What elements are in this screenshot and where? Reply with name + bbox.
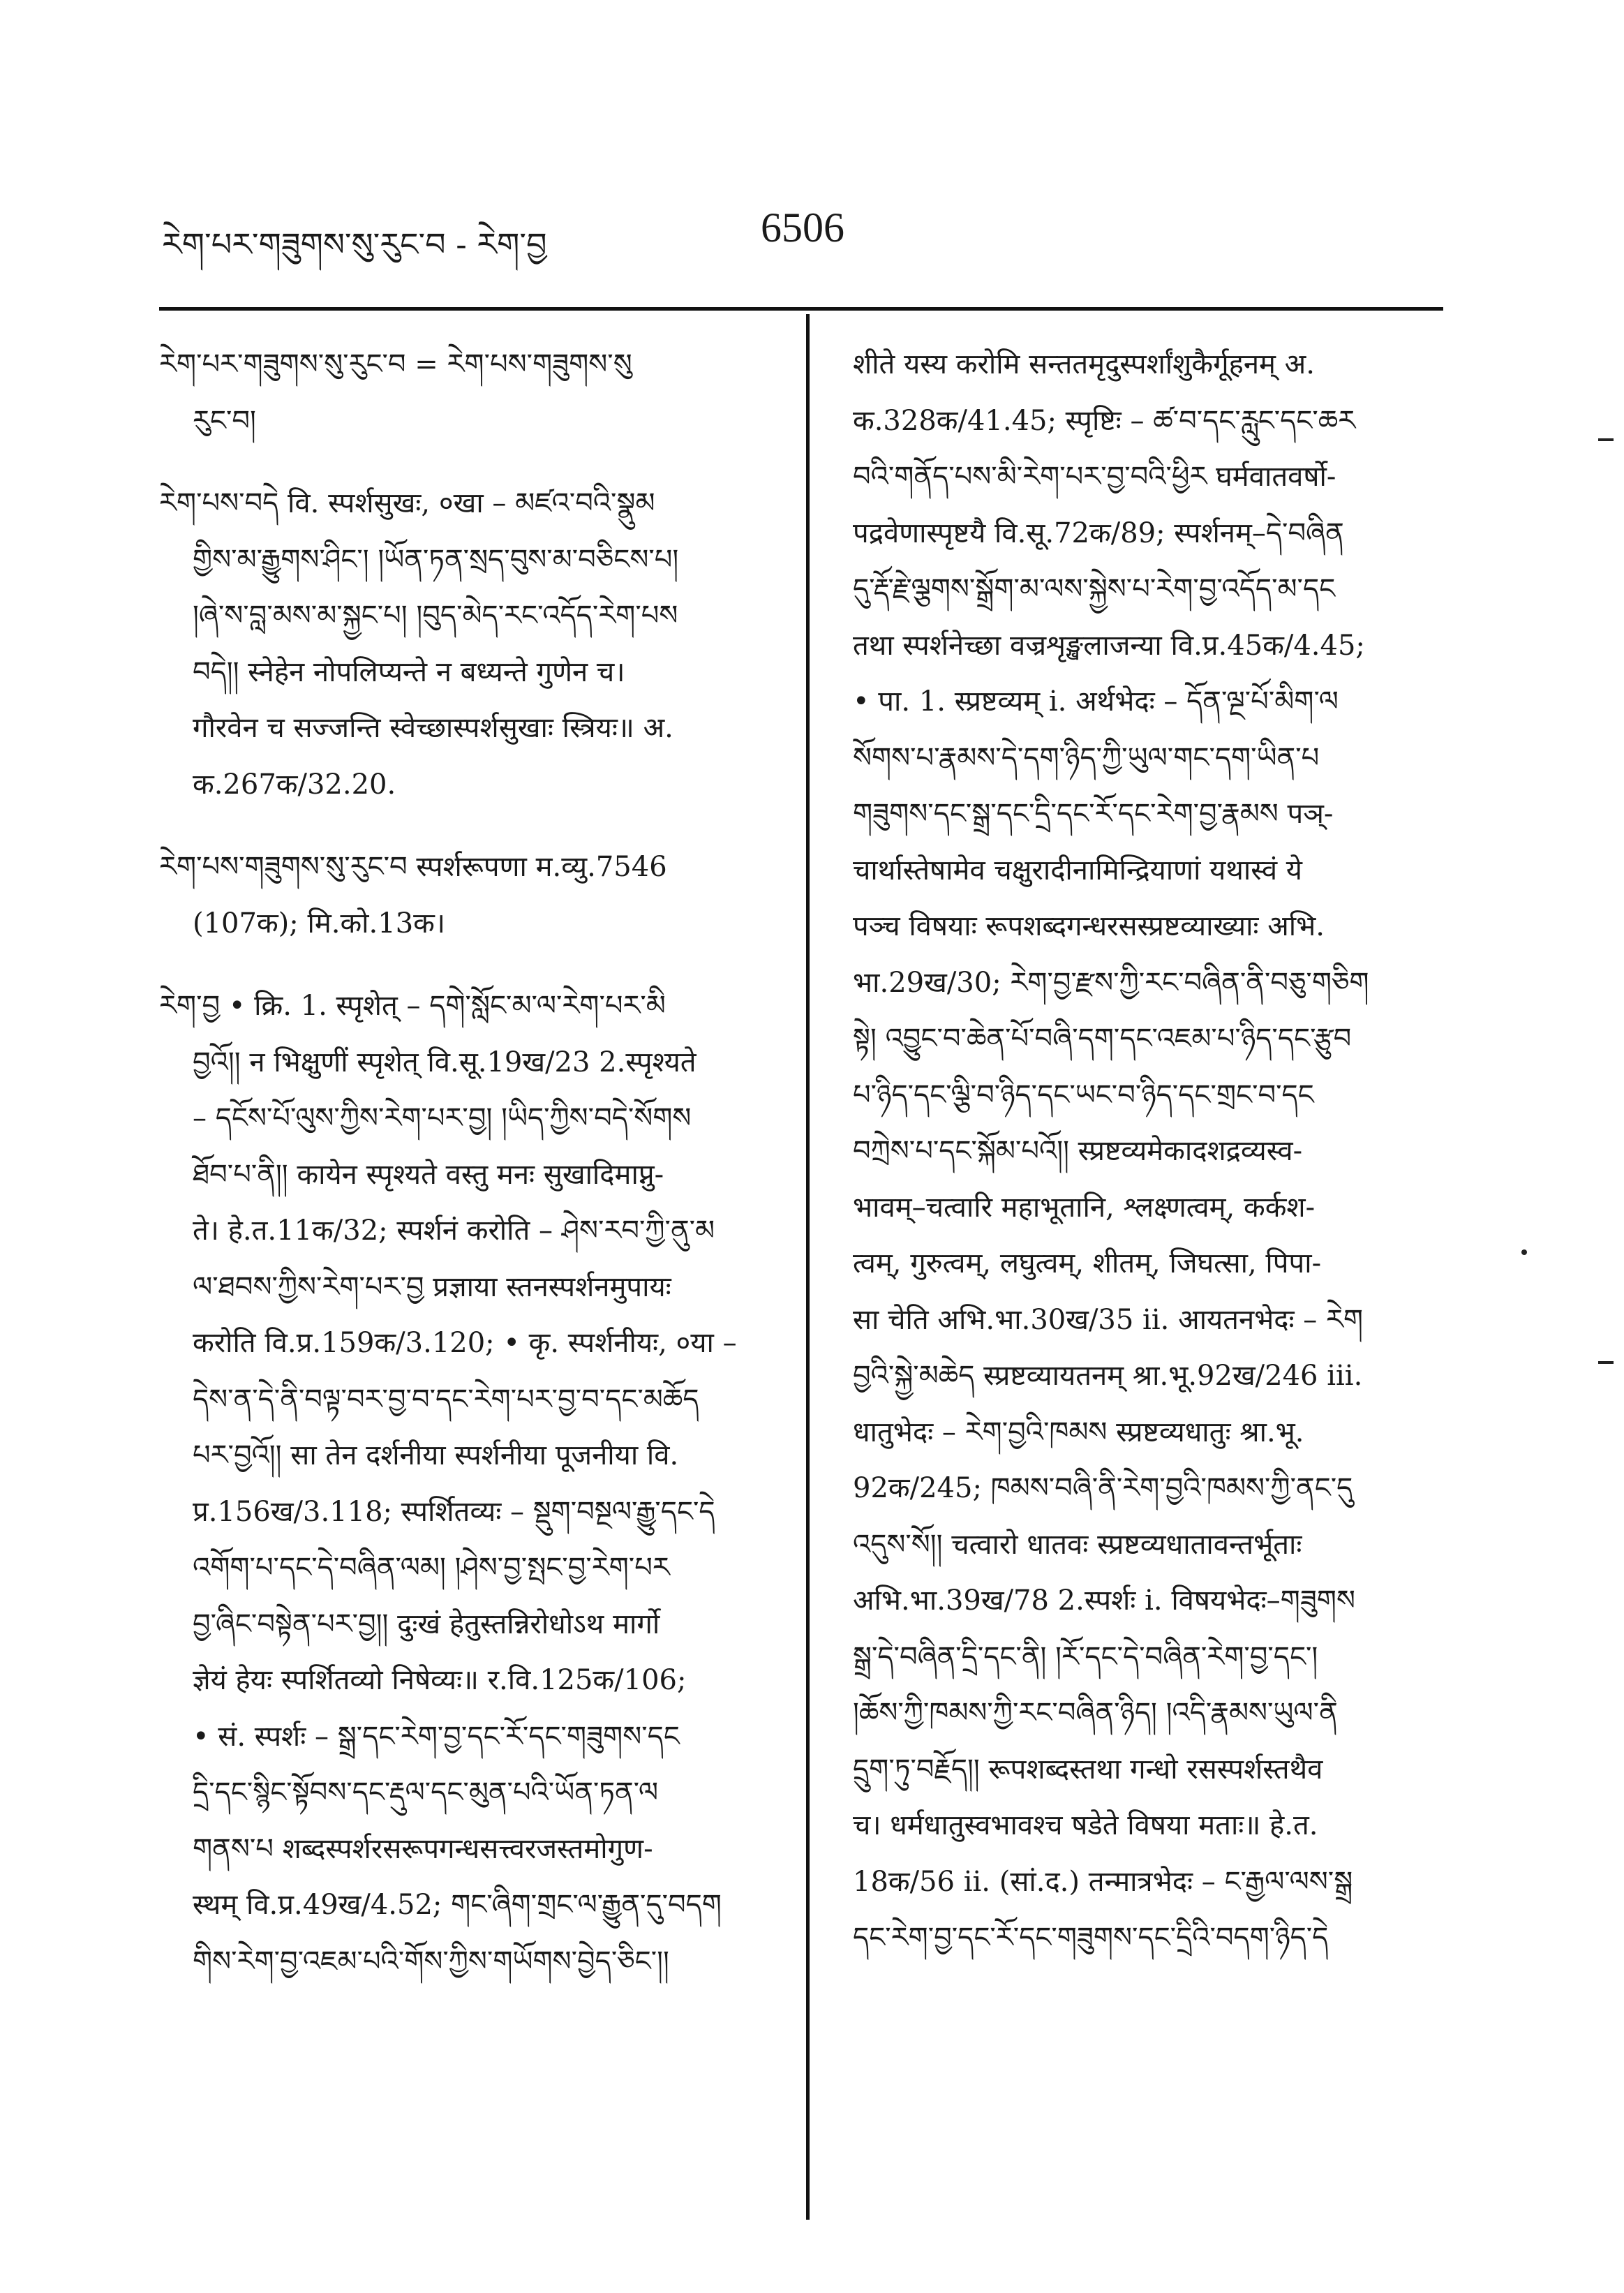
entry-line: པ་ཉིད་དང་ལྕི་བ་ཉིད་དང་ཡང་བ་ཉིད་དང་གྲང་བ་དང — [853, 1078, 1314, 1111]
entry-line: करोति वि.प्र.159क/3.120; • कृ. स्पर्शनीयः, ०या – — [193, 1327, 737, 1359]
entry-line: पद्रवेणास्पृष्टयै वि.सू.72क/89; स्पर्शनम्–དེ་བཞིན — [853, 517, 1344, 549]
entry-line: འགོག་པ་དང་དེ་བཞིན་ལམ། །ཤེས་བྱ་སྤང་བྱ་རེག་པར — [193, 1552, 670, 1584]
entry-line: त्वम्, गुरुत्वम्, लघुत्वम्, शीतम्, जिघत्सा, पिपा- — [853, 1247, 1322, 1279]
entry-line: प्र.156ख/3.118; स्पर्शितव्यः – སྡུག་བསྔལ་རྒྱུ་དང་དེ — [193, 1495, 715, 1528]
left-column — [159, 336, 773, 2016]
entry-line: གནས་པ शब्दस्पर्शरसरूपगन्धसत्त्वरजस्तमोगुण- — [193, 1832, 653, 1865]
entry-line: • सं. स्पर्शः – སྒྲ་དང་རེག་བྱ་དང་རོ་དང་གཟུགས་དང — [193, 1720, 680, 1753]
entry-line: गौरवेन च सज्जन्ति स्वेच्छास्पर्शसुखाः स्त्रियः॥ अ. — [193, 712, 673, 744]
entry-line: अभि.भा.39ख/78 2.स्पर्शः i. विषयभेदः–གཟུགས — [853, 1585, 1355, 1617]
entry-line: རེག་བྱ • क्रि. 1. स्पृशेत् – དགེ་སློང་མ་ལ་རེག་པར་མི — [159, 990, 666, 1022]
entry-line: དང་རེག་བྱ་དང་རོ་དང་གཟུགས་དང་དྲིའི་བདག་ཉིད་དེ — [853, 1922, 1329, 1954]
entry-line: བའི་གནོད་པས་མི་རེག་པར་བྱ་བའི་ཕྱིར घर्मवातवर्षो- — [853, 461, 1336, 493]
running-header-left: རེག་པར་གཟུགས་སུ་རུང་བ - རེག་བྱ — [162, 225, 547, 263]
entry-line: རེག་པས་བདེ वि. स्पर्शसुखः, ०खा – མཛའ་བའི་སྣུམ — [159, 487, 655, 519]
entry-line: – དངོས་པོ་ལུས་ཀྱིས་རེག་པར་བྱ། །ཡིད་ཀྱིས་བདེ་སོགས — [193, 1102, 692, 1134]
entry-line: བྱ་ཞིང་བསྟེན་པར་བྱ།། दुःखं हेतुस्तन्निरोधोऽथ मार्गो — [193, 1608, 660, 1640]
entry-line: शीते यस्य करोमि सन्ततमृदुस्पर्शांशुकैर्गूहनम् अ. — [853, 348, 1315, 380]
entry-line: གིས་རེག་བྱ་འཇམ་པའི་གོས་ཀྱིས་གཡོགས་བྱེད་ཅིང་།། — [193, 1945, 669, 1977]
column-divider — [806, 314, 810, 2220]
entry-line: སོགས་པ་རྣམས་དེ་དག་ཉིད་ཀྱི་ཡུལ་གང་དག་ཡིན་པ — [853, 741, 1320, 774]
entry-line: पञ्च विषयाः रूपशब्दगन्धरसस्प्रष्टव्याख्याः अभि. — [853, 910, 1325, 942]
entry-line: भा.29ख/30; རེག་བྱ་རྫས་ཀྱི་རང་བཞིན་ནི་བཅུ་གཅིག — [853, 966, 1369, 999]
entry-line: स्थम् वि.प्र.49ख/4.52; གང་ཞིག་གྲང་ལ་རྒྱུན་དུ་བདག — [193, 1889, 722, 1921]
entry-line: །ཞེ་ས་བླ་མས་མ་སྐྱང་པ། །བུད་མེད་རང་འདོད་རེག་པས — [193, 600, 678, 632]
entry-line: क.267क/32.20. — [193, 768, 396, 801]
entry-line: 92क/245; ཁམས་བཞི་ནི་རེག་བྱའི་ཁམས་ཀྱི་ནང་དུ — [853, 1472, 1353, 1504]
entry-line: གྱིས་མ་རྒྱུགས་ཤིང་། །ཡོན་ཏན་སྲད་བུས་མ་བཅིངས་པ། — [193, 543, 679, 576]
entry-line: སྒྲ་དེ་བཞིན་དྲི་དང་ནི། །རོ་དང་དེ་བཞིན་རེག་བྱ་དང་། — [853, 1640, 1318, 1673]
entry-line: འདུས་སོ།། चत्वारो धातवः स्प्रष्टव्यधातावन्तर्भूताः — [853, 1528, 1302, 1561]
entry-line: क.328क/41.45; स्पृष्टिः – ཚ་བ་དང་རླུང་དང་ཆར — [853, 404, 1356, 437]
entry-line: རེག་པར་གཟུགས་སུ་རུང་བ = རེག་པས་གཟུགས་སུ — [159, 348, 632, 380]
entry-line: (107क); मि.को.13क। — [193, 907, 446, 940]
dictionary-entry — [159, 839, 773, 951]
entry-line: ཐོབ་པ་ནི།། कायेन स्पृश्यते वस्तु मनः सुखादिमाप्नु- — [193, 1158, 664, 1191]
entry-line: དེས་ན་དེ་ནི་བལྟ་བར་བྱ་བ་དང་རེག་པར་བྱ་བ་དང་མཆོད — [193, 1383, 699, 1416]
entry-line: भावम्–चत्वारि महाभूतानि, श्लक्ष्णत्वम्, कर्कश- — [853, 1191, 1316, 1224]
margin-mark — [1521, 1249, 1527, 1255]
page-number: 6506 — [761, 205, 844, 251]
entry-line: པར་བྱའོ།། सा तेन दर्शनीया स्पर्शनीया पूजनीया वि. — [193, 1439, 679, 1471]
entry-line: དུ་རྡོ་རྗེ་ལྕགས་སྒྲོག་མ་ལས་སྐྱེས་པ་རེག་བྱ་འདོད་མ་དང — [853, 573, 1336, 605]
entry-line: རུང་བ། — [193, 404, 256, 437]
right-column — [853, 336, 1450, 1966]
entry-line: ते। हे.त.11क/32; स्पर्शनं करोति – ཤེས་རབ་ཀྱི་ནུ་མ — [193, 1215, 715, 1247]
entry-line: དྲུག་ཏུ་བརྗོད།། रूपशब्दस्तथा गन्धो रसस्पर्शस्तथैव — [853, 1753, 1323, 1786]
entry-line: 18क/56 ii. (सां.द.) तन्मात्रभेदः – ང་རྒྱལ་ལས་སྒྲ — [853, 1865, 1353, 1898]
dictionary-entry — [159, 978, 773, 1989]
entry-line: དྲི་དང་སྙིང་སྟོབས་དང་རྡུལ་དང་མུན་པའི་ཡོན་ཏན་ལ — [193, 1776, 659, 1809]
dictionary-entry — [159, 336, 773, 449]
entry-line: སྟེ། འབྱུང་བ་ཆེན་པོ་བཞི་དག་དང་འཇམ་པ་ཉིད་དང་རྩུབ — [853, 1023, 1352, 1055]
header-rule — [159, 307, 1443, 311]
entry-line: བྱའི་སྐྱེ་མཆེད स्प्रष्टव्यायतनम् श्रा.भू.92ख/246 iii. — [853, 1360, 1363, 1392]
entry-line: ལ་ཐབས་ཀྱིས་རེག་པར་བྱ प्रज्ञाया स्तनस्पर्शनमुपायः — [193, 1270, 671, 1303]
entry-line: བདེ།། स्नेहेन नोपलिप्यन्ते न बध्यन्ते गुणेन च। — [193, 655, 625, 688]
entry-line: རེག་པས་གཟུགས་སུ་རུང་བ स्पर्शरूपणा म.व्यु.7546 — [159, 851, 667, 883]
entry-line: धातुभेदः – རེག་བྱའི་ཁམས स्प्रष्टव्यधातुः श्रा.भू. — [853, 1416, 1304, 1448]
entry-line: བྱའོ།། न भिक्षुणीं स्पृशेत् वि.सू.19ख/23 2.स्पृश्यते — [193, 1046, 696, 1078]
margin-mark — [1598, 1361, 1614, 1364]
entry-line: བཀྲེས་པ་དང་སྐོམ་པའོ།། स्प्रष्टव्यमेकादशद्रव्यस्व- — [853, 1135, 1303, 1167]
entry-line: • पा. 1. स्प्रष्टव्यम् i. अर्थभेदः – དོན་ལྔ་པོ་མིག་ལ — [853, 685, 1339, 718]
entry-line: །ཆོས་ཀྱི་ཁམས་ཀྱི་རང་བཞིན་ཉིད། །འདི་རྣམས་ཡུལ་ནི — [853, 1697, 1338, 1729]
entry-line: གཟུགས་དང་སྒྲ་དང་དྲི་དང་རོ་དང་རེག་བྱ་རྣམས पञ्- — [853, 798, 1334, 830]
dictionary-entry — [159, 475, 773, 812]
entry-line: चार्थास्तेषामेव चक्षुरादीनामिन्द्रियाणां यथास्वं ये — [853, 854, 1302, 886]
margin-mark — [1598, 438, 1614, 441]
entry-line: तथा स्पर्शनेच्छा वज्रशृङ्खलाजन्या वि.प्र.45क/4.45; — [853, 629, 1365, 662]
entry-line: सा चेति अभि.भा.30ख/35 ii. आयतनभेदः – རེག — [853, 1303, 1364, 1336]
entry-line: च। धर्मधातुस्वभावश्च षडेते विषया मताः॥ हे.त. — [853, 1809, 1318, 1841]
entry-line: ज्ञेयं हेयः स्पर्शितव्यो निषेव्यः॥ र.वि.125क/106; — [193, 1664, 687, 1696]
